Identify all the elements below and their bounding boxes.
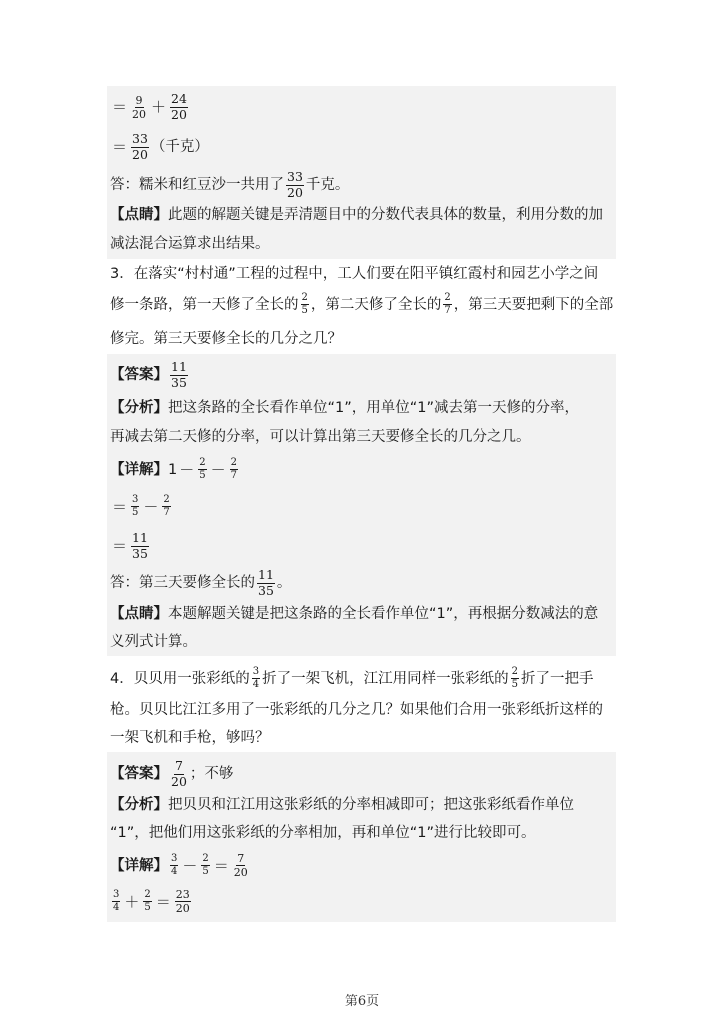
fraction: $\frac{3}{4}$ bbox=[171, 853, 178, 877]
answer-line: 【答案】 $\frac{11}{35}$ bbox=[110, 359, 187, 390]
fraction: $\frac{9}{20}$ bbox=[132, 93, 147, 121]
question-3-line-3: 修完。第三天要修全长的几分之几？ bbox=[110, 331, 342, 347]
fraction: $\frac{11}{35}$ bbox=[132, 530, 148, 561]
key-point-cont: 义列式计算。 bbox=[110, 634, 197, 650]
question-3: 3．在落实“村村通”工程的过程中，工人们要在阳平镇红霞村和园艺小学之间 bbox=[110, 266, 599, 282]
question-3-line-2: 修一条路，第一天修了全长的 $\frac{2}{5}$ ，第二天修了全长的 $\frac{2}{7}$ ，第三天要把剩下的全部 bbox=[110, 292, 614, 316]
answer-sentence: 答：第三天要修全长的 $\frac{11}{35}$ 。 bbox=[110, 567, 292, 598]
fraction: $\frac{7}{20}$ bbox=[171, 758, 187, 789]
fraction: $\frac{33}{20}$ bbox=[287, 169, 303, 200]
analysis-line: 【分析】把这条路的全长看作单位“1”，用单位“1”减去第一天修的分率， bbox=[110, 400, 579, 416]
answer-line: 【答案】 $\frac{7}{20}$ ；不够 bbox=[110, 758, 234, 789]
calc-line: ＝ $\frac{3}{5}$ － $\frac{2}{7}$ bbox=[112, 494, 170, 518]
calc-line: $\frac{3}{4}$ ＋ $\frac{2}{5}$ ＝ $\frac{23}{20}$ bbox=[113, 888, 190, 915]
fraction: $\frac{2}{5}$ bbox=[144, 889, 151, 913]
fraction: $\frac{2}{7}$ bbox=[163, 494, 170, 518]
fraction: $\frac{2}{7}$ bbox=[230, 457, 238, 481]
question-4-line-2: 枪。贝贝比江江多用了一张彩纸的几分之几？如果他们合用一张彩纸折这样的 bbox=[110, 702, 603, 718]
analysis-line: 【分析】把贝贝和江江用这张彩纸的分率相减即可；把这张彩纸看作单位 bbox=[110, 797, 574, 813]
key-point: 【点睛】本题解题关键是把这条路的全长看作单位“1”，再根据分数减法的意 bbox=[110, 606, 599, 622]
answer-sentence: 答：糯米和红豆沙一共用了 $\frac{33}{20}$ 千克。 bbox=[110, 169, 350, 200]
fraction: $\frac{2}{7}$ bbox=[444, 292, 451, 316]
detail-line: 【详解】1 － $\frac{2}{5}$ － $\frac{2}{7}$ bbox=[110, 457, 238, 481]
fraction: $\frac{2}{5}$ bbox=[199, 457, 206, 481]
fraction: $\frac{11}{35}$ bbox=[171, 359, 187, 390]
key-point: 【点睛】此题的解题关键是弄清题目中的分数代表具体的数量，利用分数的加 bbox=[110, 207, 603, 223]
question-4: 4．贝贝用一张彩纸的 $\frac{3}{4}$ 折了一架飞机，江江用同样一张彩纸的 $\frac{2}{5}$ 折了一把手 bbox=[110, 666, 594, 690]
calc-line: ＝ $\frac{9}{20}$ ＋ $\frac{24}{20}$ bbox=[112, 91, 187, 122]
fraction: $\frac{2}{5}$ bbox=[202, 853, 209, 877]
fraction: $\frac{2}{5}$ bbox=[511, 666, 518, 690]
fraction: $\frac{23}{20}$ bbox=[175, 888, 190, 915]
fraction: $\frac{7}{20}$ bbox=[233, 852, 248, 879]
fraction: $\frac{3}{5}$ bbox=[132, 494, 139, 518]
question-4-line-3: 一架飞机和手枪，够吗？ bbox=[110, 730, 270, 746]
page-number: 第6页 bbox=[344, 994, 380, 1009]
fraction: $\frac{33}{20}$ bbox=[132, 131, 148, 162]
fraction: $\frac{3}{4}$ bbox=[113, 889, 120, 913]
key-point-cont: 减法混合运算求出结果。 bbox=[110, 236, 270, 252]
fraction: $\frac{11}{35}$ bbox=[258, 567, 274, 598]
fraction: $\frac{24}{20}$ bbox=[171, 91, 187, 122]
fraction: $\frac{3}{4}$ bbox=[252, 666, 260, 690]
fraction: $\frac{2}{5}$ bbox=[301, 292, 308, 316]
analysis-line-2: 再减去第二天修的分率，可以计算出第三天要修全长的几分之几。 bbox=[110, 429, 531, 445]
analysis-line-2: “1”，把他们用这张彩纸的分率相加，再和单位“1”进行比较即可。 bbox=[110, 825, 536, 841]
calc-line: ＝ $\frac{33}{20}$ （千克） bbox=[112, 131, 209, 162]
calc-line: ＝ $\frac{11}{35}$ bbox=[112, 530, 148, 561]
detail-line: 【详解】 $\frac{3}{4}$ － $\frac{2}{5}$ ＝ $\frac{7}{20}$ bbox=[110, 852, 248, 879]
